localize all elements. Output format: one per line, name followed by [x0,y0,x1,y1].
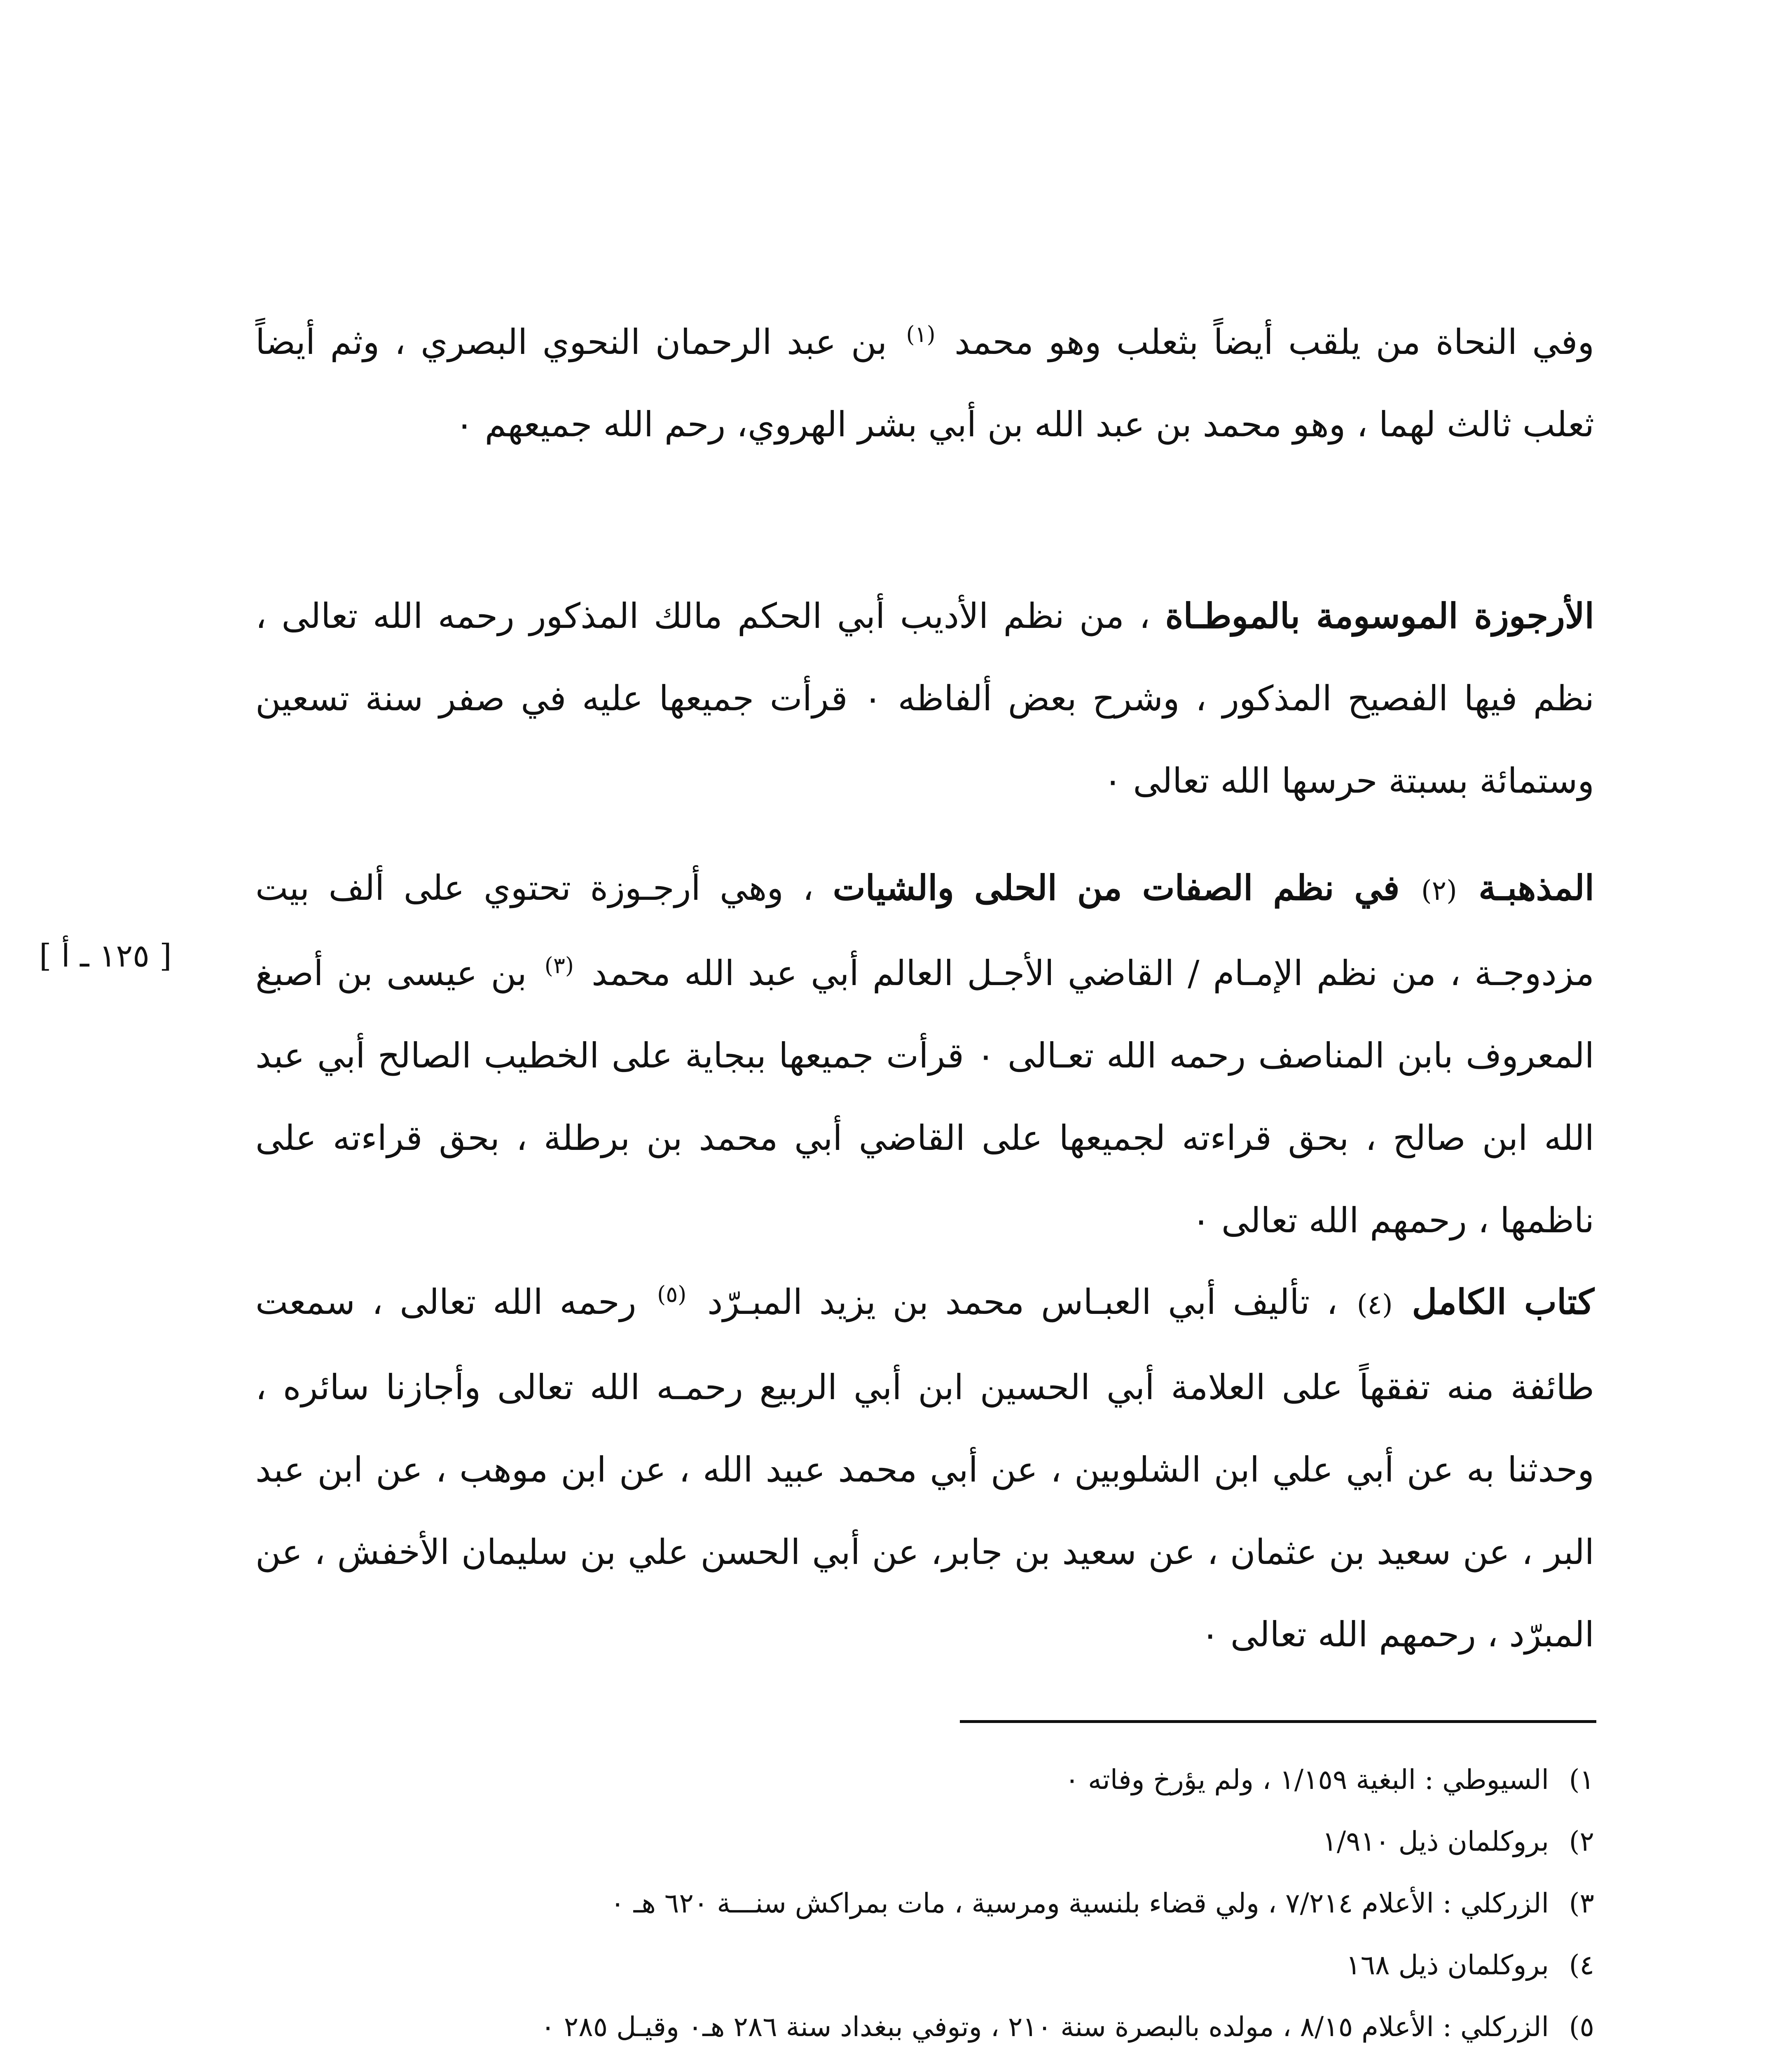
footnote-text: بروكلمان ذيل ١٦٨ [1346,1949,1549,1981]
footnote-reference: (٢) [1421,875,1457,906]
footnote-reference: (٥) [657,1281,687,1307]
footnote-reference: (١) [906,321,936,347]
footnote-text: الزركلي : الأعلام ٨/١٥ ، مولده بالبصرة سنة ٢١٠ ، وتوفي ببغداد سنة ٢٨٦ هـ٠ وقيـل ٢٨٥ ٠ [540,2011,1549,2043]
paragraph-muwattah [255,575,1594,822]
paragraph-text: بن عبد الرحمان النحوي البصري ، وثم أيضاً ثعلب ثالث لهما ، وهو محمد بن عبد الله بن أبي بشر الهروي، رحم الله جميعهم ٠ [255,322,1594,445]
footnote-text: بروكلمان ذيل ١/٩١٠ [1322,1826,1549,1857]
entry-title: كتاب الكامل [1412,1281,1595,1322]
footnote-number: ١) [1569,1764,1594,1795]
paragraph-text: بن عيسى بن أصبغ المعروف بابن المناصف رحمه الله تعـالى ٠ قرأت جميعها ببجاية على الخطيب الصالح أبي عبد الله ابن صالح ، بحق قراءته لجميعها على القاضي أبي محمد بن برطلة ، بحق قراءته على ناظمها ، رحمهم الله تعالى ٠ [255,953,1594,1241]
footnote [255,2006,1594,2048]
paragraph-text: ، وهي أرجـوزة تحتوي على ألف بيت مزدوجـة ، من نظم الإمـام / القاضي الأجـل العالم أبي عبد الله محمد [255,868,1595,993]
footnote [255,1821,1594,1862]
footnotes-section [255,1759,1594,2060]
footnote [255,1883,1594,1924]
footnote-text: السيوطي : البغية ١/١٥٩ ، ولم يؤرخ وفاته ٠ [1064,1764,1549,1795]
paragraph-thaalab [255,301,1594,466]
footnote-text: الزركلي : الأعلام ٧/٢١٤ ، ولي قضاء بلنسية ومرسية ، مات بمراكش سنـــة ٦٢٠ هـ ٠ [610,1887,1549,1919]
footnote [255,1759,1594,1800]
footnote-number: ٣) [1569,1887,1594,1919]
footnote-number: ٥) [1569,2011,1594,2043]
entry-title: المذهبـة [1479,867,1595,908]
paragraph-mudhahhaba [255,847,1594,1262]
footnote-reference: (٣) [544,953,574,978]
manuscript-folio-marker: [ ١٢٥ ـ أ ] [39,937,172,974]
footnote-number: ٤) [1569,1949,1594,1981]
footnote-number: ٢) [1569,1826,1594,1857]
paragraph-text: ، من نظم الأديب أبي الحكم مالك المذكور رحمه الله تعالى ، نظم فيها الفصيح المذكور ، وشرح بعض ألفاظه ٠ قرأت جميعها عليه في صفر سنة تسعين وستمائة بسبتة حرسها الله تعالى ٠ [255,596,1594,801]
footnote-reference: (٤) [1357,1289,1393,1320]
paragraph-text: رحمه الله تعالى ، سمعت طائفة منه تفقهاً على العلامة أبي الحسين ابن أبي الربيع رحمـه الله تعالى وأجازنا سائره ، وحدثنا به عن أبي علي ابن الشلوبين ، عن أبي محمد عبيد الله ، عن ابن موهب ، عن ابن عبد البر ، عن سعيد بن عثمان ، عن سعيد بن جابر، عن أبي الحسن علي بن سليمان الأخفش ، عن المبرّد ، رحمهم الله تعالى ٠ [255,1282,1594,1655]
entry-subtitle: في نظم الصفات من الحلى والشيات [833,867,1400,908]
paragraph-text: ، تأليف أبي العبـاس محمد بن يزيد المبـرّد [707,1282,1338,1322]
paragraph-text: وفي النحاة من يلقب أيضاً بثعلب وهو محمد [954,322,1595,362]
footnote [255,1945,1594,1986]
paragraph-kamil [255,1261,1594,1676]
footnote-separator [960,1720,1596,1723]
entry-title: الأرجوزة الموسومة بالموطـاة [1165,595,1594,636]
